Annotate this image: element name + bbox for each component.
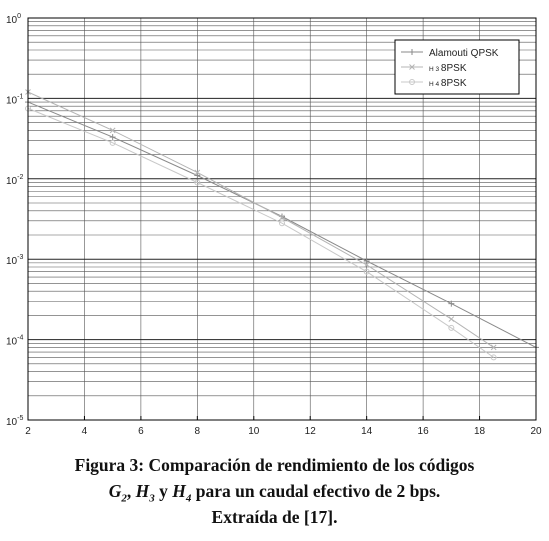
caption-code-g-sub: 2	[121, 492, 127, 505]
caption-separator: ,	[126, 481, 132, 501]
x-tick-label: 18	[473, 426, 486, 437]
legend-label-main: H	[429, 66, 436, 73]
x-tick-label: 4	[81, 426, 88, 437]
x-tick-label: 16	[417, 426, 429, 437]
y-tick-exponent: -4	[17, 334, 24, 342]
caption-conjunction: y	[159, 481, 168, 501]
y-tick-exponent: -3	[17, 254, 24, 262]
caption-line-2-rest: para un caudal efectivo de 2 bps.	[195, 481, 441, 501]
y-tick-base: 10	[6, 175, 18, 187]
x-tick-label: 12	[304, 426, 316, 437]
legend-label-main: H	[429, 81, 436, 88]
legend-label-rest: 8PSK	[440, 63, 467, 74]
x-tick-label: 2	[25, 426, 31, 437]
caption-line-3: Extraída de [17].	[211, 507, 338, 527]
legend-label-sub: 4	[435, 81, 441, 88]
y-tick-label	[6, 254, 23, 267]
caption-code-g: G	[108, 481, 122, 501]
y-tick-label	[6, 174, 23, 187]
y-tick-exponent: -2	[17, 173, 24, 181]
caption-code-h4: H	[172, 481, 186, 501]
y-tick-base: 10	[6, 15, 18, 26]
legend-label: Alamouti QPSK	[429, 48, 499, 59]
legend-label-sub: 3	[435, 66, 441, 73]
caption-line-1: Figura 3: Comparación de rendimiento de los códigos	[74, 455, 475, 475]
caption-code-h3: H	[135, 481, 150, 501]
legend	[395, 40, 519, 94]
y-tick-label	[6, 13, 21, 26]
caption-code-h4-sub: 4	[185, 492, 192, 505]
y-tick-exponent: -1	[17, 93, 24, 101]
y-tick-base: 10	[6, 256, 18, 268]
x-tick-label: 14	[361, 426, 373, 437]
y-tick-exponent: 0	[17, 13, 22, 20]
y-tick-base: 10	[6, 417, 18, 428]
y-tick-base: 10	[6, 336, 18, 348]
x-tick-label: 10	[248, 426, 260, 437]
x-tick-label: 20	[530, 426, 542, 437]
x-tick-label: 8	[194, 426, 201, 437]
y-tick-exponent: -5	[17, 415, 24, 422]
caption-line-2	[0, 478, 549, 504]
y-tick-label	[6, 335, 23, 348]
y-tick-label	[6, 93, 23, 106]
caption-code-h3-sub: 3	[149, 492, 155, 505]
y-tick-base: 10	[6, 95, 18, 107]
y-tick-label	[6, 415, 23, 428]
legend-label-rest: 8PSK	[440, 78, 467, 89]
x-tick-label: 6	[138, 426, 144, 437]
figure-caption	[0, 452, 549, 530]
